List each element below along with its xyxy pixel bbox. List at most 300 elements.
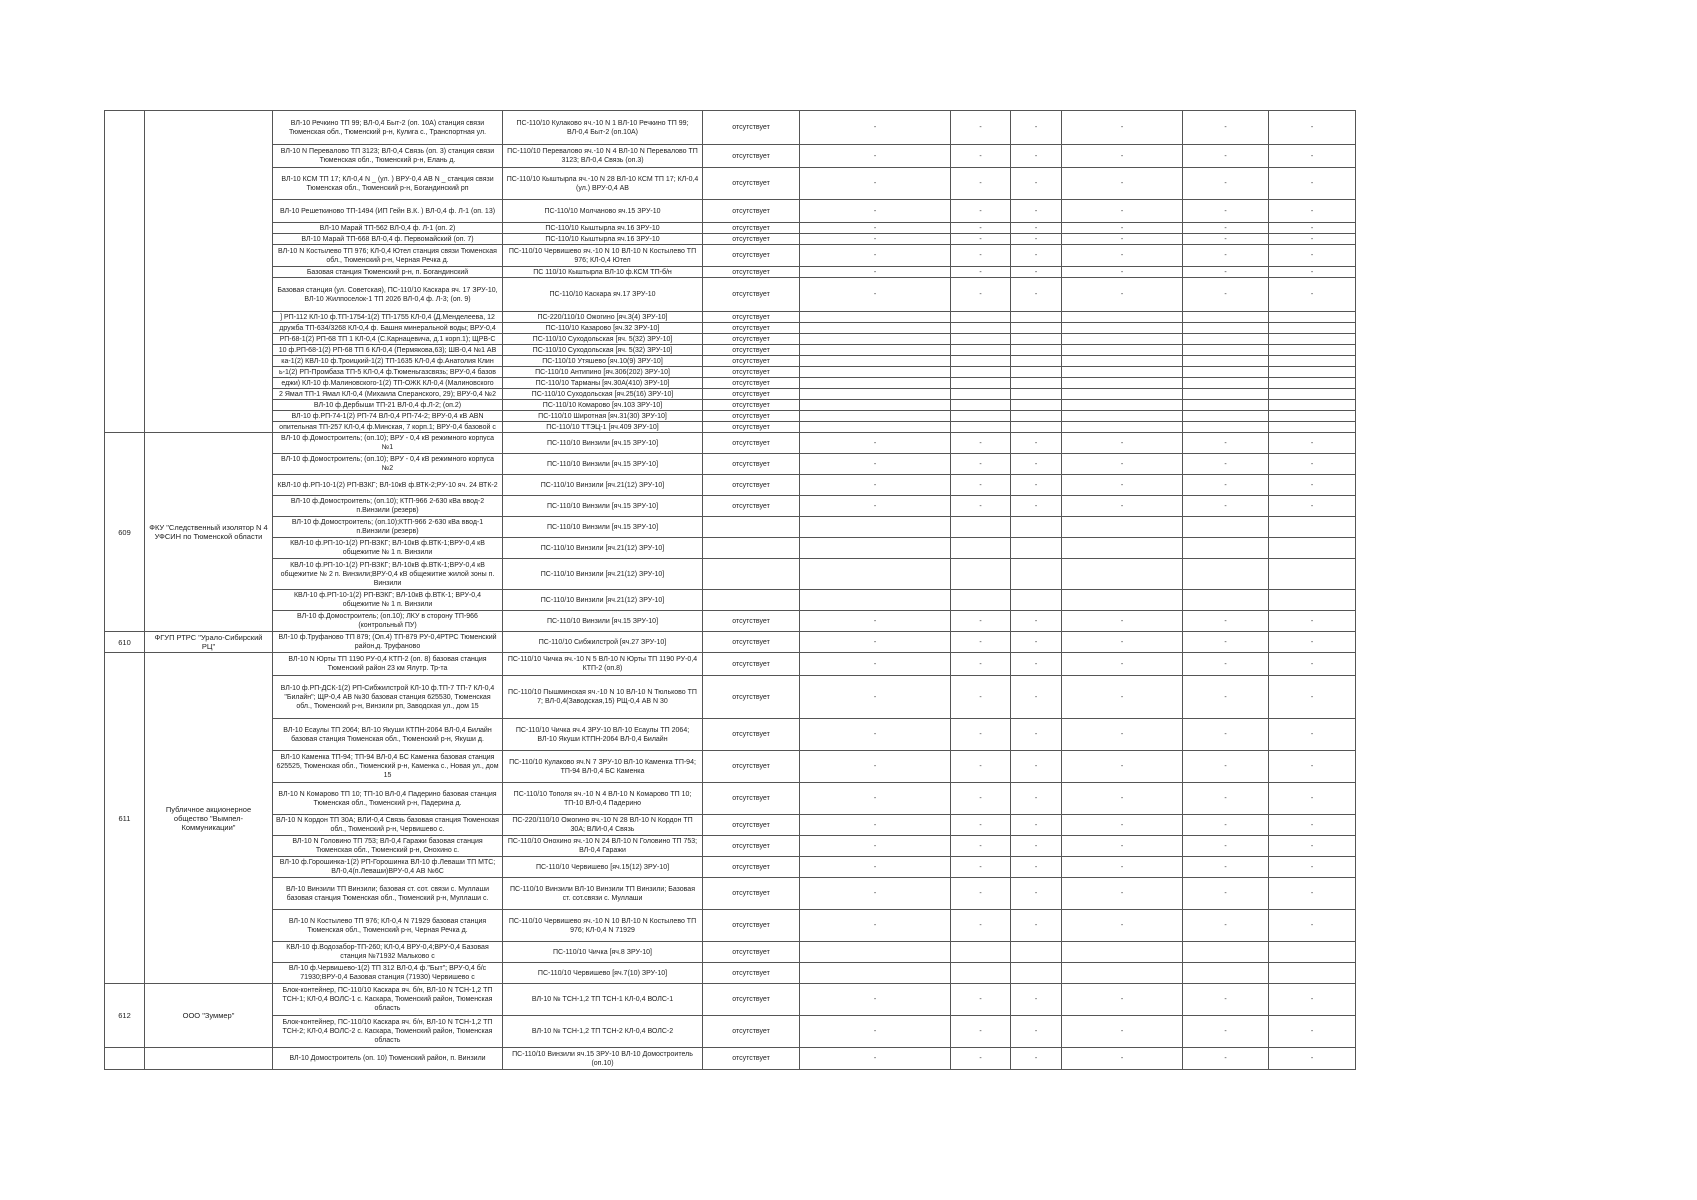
status-cell: отсутствует	[703, 751, 800, 783]
source-substation-cell: ПС-110/10 Широтная [яч.31(30) ЗРУ-10]	[503, 411, 703, 422]
table-row	[105, 223, 1356, 234]
table-row	[105, 400, 1356, 411]
supply-line-cell: ь-1(2) РП-Промбаза ТП-5 КЛ-0,4 ф.Тюменьгазсвязь; ВРУ-0,4 базов	[273, 367, 503, 378]
value-cell: -	[951, 783, 1011, 815]
status-cell: отсутствует	[703, 234, 800, 245]
status-cell: отсутствует	[703, 783, 800, 815]
supply-line-cell: ВЛ-10 Речкино ТП 99; ВЛ-0,4 Быт-2 (оп. 10А) станция связи Тюменская обл., Тюменский р-н, Кулига с., Транспортная ул.	[273, 111, 503, 145]
value-cell: -	[800, 278, 951, 312]
status-cell: отсутствует	[703, 245, 800, 267]
value-cell	[1011, 367, 1062, 378]
value-cell	[951, 367, 1011, 378]
table-row	[105, 145, 1356, 168]
source-substation-cell: ПС-110/10 Суходольская [яч.25(16) ЗРУ-10]	[503, 389, 703, 400]
value-cell: -	[800, 475, 951, 496]
supply-line-cell: КВЛ-10 ф.РП-10-1(2) РП-ВЗКГ; ВЛ-10кВ ф.ВТК-1;ВРУ-0,4 кВ общежитие № 2 п. Винзили;ВРУ-0,4 кВ общежитие жилой зоны п. Винзили	[273, 559, 503, 590]
value-cell: -	[951, 611, 1011, 632]
value-cell: -	[1062, 145, 1183, 168]
organization-cell: ФКУ "Следственный изолятор N 4 УФСИН по Тюменской области	[145, 433, 273, 632]
organization-cell: ООО "Зуммер"	[145, 984, 273, 1048]
value-cell: -	[1062, 632, 1183, 653]
row-number-cell	[105, 1048, 145, 1070]
value-cell: -	[951, 878, 1011, 910]
value-cell	[951, 963, 1011, 984]
value-cell: -	[951, 496, 1011, 517]
value-cell: -	[951, 245, 1011, 267]
value-cell: -	[1183, 676, 1269, 719]
status-cell: отсутствует	[703, 719, 800, 751]
supply-line-cell: ВЛ-10 Винзили ТП Винзили; базовая ст. сот. связи с. Муллаши базовая станция Тюменская обл., Тюменский р-н, Муллаши с.	[273, 878, 503, 910]
value-cell: -	[1062, 878, 1183, 910]
value-cell: -	[951, 234, 1011, 245]
value-cell	[800, 400, 951, 411]
value-cell	[951, 590, 1011, 611]
value-cell: -	[951, 200, 1011, 223]
value-cell: -	[1183, 200, 1269, 223]
supply-line-cell: ВЛ-10 ф.Дербыши ТП-21 ВЛ-0,4 ф.Л-2; (оп.2)	[273, 400, 503, 411]
value-cell: -	[1183, 611, 1269, 632]
value-cell	[1183, 942, 1269, 963]
value-cell	[1011, 422, 1062, 433]
value-cell	[1062, 538, 1183, 559]
value-cell	[1011, 345, 1062, 356]
value-cell	[1269, 389, 1356, 400]
value-cell: -	[1011, 168, 1062, 200]
supply-line-cell: Базовая станция Тюменский р-н, п. Богандинский	[273, 267, 503, 278]
value-cell: -	[1062, 454, 1183, 475]
value-cell: -	[1269, 783, 1356, 815]
value-cell	[1062, 963, 1183, 984]
value-cell	[800, 963, 951, 984]
table-row	[105, 836, 1356, 857]
value-cell: -	[1011, 676, 1062, 719]
value-cell: -	[1269, 1016, 1356, 1048]
supply-line-cell: ВЛ-10 N Головино ТП 753; ВЛ-0,4 Гаражи базовая станция Тюменская обл., Тюменский р-н, Онохино с.	[273, 836, 503, 857]
value-cell	[1269, 334, 1356, 345]
value-cell	[951, 422, 1011, 433]
value-cell: -	[1062, 836, 1183, 857]
supply-line-cell: ВЛ-10 Марай ТП-562 ВЛ-0,4 ф. Л-1 (оп. 2)	[273, 223, 503, 234]
table-row	[105, 111, 1356, 145]
value-cell: -	[800, 815, 951, 836]
value-cell	[1183, 559, 1269, 590]
table-row	[105, 653, 1356, 676]
value-cell	[800, 356, 951, 367]
value-cell: -	[800, 433, 951, 454]
table-row	[105, 411, 1356, 422]
value-cell: -	[800, 611, 951, 632]
value-cell: -	[1011, 454, 1062, 475]
value-cell: -	[1183, 1048, 1269, 1070]
table-row	[105, 815, 1356, 836]
status-cell: отсутствует	[703, 857, 800, 878]
row-number-cell: 612	[105, 984, 145, 1048]
table-row	[105, 267, 1356, 278]
table-row	[105, 334, 1356, 345]
source-substation-cell: ПС-110/10 Казарово [яч.32 ЗРУ-10]	[503, 323, 703, 334]
value-cell: -	[1011, 145, 1062, 168]
value-cell	[800, 389, 951, 400]
supply-line-cell: ВЛ-10 КСМ ТП 17; КЛ-0,4 N _ (ул. ) ВРУ-0,4 АВ N _ станция связи Тюменская обл., Тюменский р-н, Богандинский рп	[273, 168, 503, 200]
value-cell	[1183, 422, 1269, 433]
value-cell: -	[800, 267, 951, 278]
value-cell: -	[1183, 653, 1269, 676]
status-cell: отсутствует	[703, 267, 800, 278]
value-cell	[1011, 389, 1062, 400]
value-cell	[1062, 367, 1183, 378]
value-cell	[951, 942, 1011, 963]
value-cell: -	[951, 223, 1011, 234]
table-row	[105, 910, 1356, 942]
value-cell: -	[1269, 433, 1356, 454]
supply-line-cell: КВЛ-10 ф.Водозабор-ТП-260; КЛ-0,4 ВРУ-0,4;ВРУ-0,4 Базовая станция №71932 Мальково с	[273, 942, 503, 963]
value-cell: -	[800, 632, 951, 653]
value-cell	[1269, 538, 1356, 559]
value-cell: -	[1062, 984, 1183, 1016]
status-cell	[703, 517, 800, 538]
value-cell: -	[1011, 278, 1062, 312]
value-cell	[1011, 517, 1062, 538]
source-substation-cell: ПС-220/110/10 Ожогино [яч.3(4) ЗРУ-10]	[503, 312, 703, 323]
value-cell: -	[1183, 751, 1269, 783]
value-cell	[1183, 378, 1269, 389]
value-cell: -	[951, 145, 1011, 168]
row-number-cell	[105, 111, 145, 433]
value-cell: -	[1269, 475, 1356, 496]
status-cell: отсутствует	[703, 323, 800, 334]
status-cell: отсутствует	[703, 611, 800, 632]
value-cell: -	[1269, 653, 1356, 676]
value-cell	[1062, 942, 1183, 963]
supply-line-cell: Блок-контейнер, ПС-110/10 Каскара яч. б/н, ВЛ-10 N ТСН-1,2 ТП ТСН-2; КЛ-0,4 ВОЛС-2 с. Каскара, Тюменский район, Тюменская область	[273, 1016, 503, 1048]
value-cell: -	[800, 857, 951, 878]
status-cell: отсутствует	[703, 910, 800, 942]
status-cell: отсутствует	[703, 378, 800, 389]
value-cell: -	[800, 719, 951, 751]
value-cell: -	[1183, 1016, 1269, 1048]
source-substation-cell: ВЛ-10 № ТСН-1,2 ТП ТСН-1 КЛ-0,4 ВОЛС-1	[503, 984, 703, 1016]
value-cell	[800, 345, 951, 356]
value-cell: -	[1183, 454, 1269, 475]
value-cell: -	[1269, 878, 1356, 910]
data-table	[104, 110, 1356, 1070]
source-substation-cell: ПС-110/10 Червишево яч.-10 N 10 ВЛ-10 N Костылево ТП 976; КЛ-0,4 Ютел	[503, 245, 703, 267]
value-cell	[1011, 590, 1062, 611]
supply-line-cell: ВЛ-10 N Юрты ТП 1190 РУ-0,4 КТП-2 (оп. 8) базовая станция Тюменский район 23 км Ялутр. Тр-та	[273, 653, 503, 676]
source-substation-cell: ПС-110/10 Утяшево [яч.10(9) ЗРУ-10]	[503, 356, 703, 367]
value-cell: -	[1269, 751, 1356, 783]
source-substation-cell: ПС-110/10 Онохино яч.-10 N 24 ВЛ-10 N Головино ТП 753; ВЛ-0,4 Гаражи	[503, 836, 703, 857]
supply-line-cell: ВЛ-10 Решеткиново ТП-1494 (ИП Гейн В.К. ) ВЛ-0,4 ф. Л-1 (оп. 13)	[273, 200, 503, 223]
value-cell: -	[1011, 984, 1062, 1016]
value-cell: -	[1183, 857, 1269, 878]
source-substation-cell: ПС-220/110/10 Ожогино яч.-10 N 28 ВЛ-10 N Кордон ТП 30А; ВЛИ-0,4 Связь	[503, 815, 703, 836]
value-cell: -	[800, 910, 951, 942]
value-cell: -	[1011, 815, 1062, 836]
value-cell: -	[1011, 836, 1062, 857]
value-cell	[1011, 963, 1062, 984]
table-row	[105, 878, 1356, 910]
supply-line-cell: ВЛ-10 Каменка ТП-94; ТП-94 ВЛ-0,4 БС Каменка базовая станция 625525, Тюменская обл., Тюменский р-н, Каменка с., Новая ул., дом 15	[273, 751, 503, 783]
value-cell	[1183, 400, 1269, 411]
source-substation-cell: ПС-110/10 Червишево яч.-10 N 10 ВЛ-10 N Костылево ТП 976; КЛ-0,4 N 71929	[503, 910, 703, 942]
value-cell: -	[1011, 783, 1062, 815]
value-cell	[1183, 334, 1269, 345]
value-cell: -	[951, 433, 1011, 454]
table-row	[105, 433, 1356, 454]
value-cell	[1269, 422, 1356, 433]
value-cell	[1062, 345, 1183, 356]
value-cell: -	[1269, 815, 1356, 836]
supply-line-cell: ВЛ-10 ф.Домостроитель; (оп.10); ЛКУ в сторону ТП-966 (контрольный ПУ)	[273, 611, 503, 632]
value-cell	[1062, 517, 1183, 538]
value-cell	[1011, 411, 1062, 422]
value-cell	[1062, 389, 1183, 400]
value-cell: -	[1183, 632, 1269, 653]
value-cell: -	[1269, 611, 1356, 632]
table-row	[105, 475, 1356, 496]
supply-line-cell: дружба ТП-634/3268 КЛ-0,4 ф. Башня минеральной воды; ВРУ-0,4	[273, 323, 503, 334]
table-row	[105, 984, 1356, 1016]
source-substation-cell: ПС-110/10 Винзили [яч.15 ЗРУ-10]	[503, 517, 703, 538]
value-cell: -	[1269, 200, 1356, 223]
value-cell	[1062, 356, 1183, 367]
value-cell: -	[1269, 984, 1356, 1016]
value-cell: -	[800, 1016, 951, 1048]
value-cell: -	[1062, 475, 1183, 496]
value-cell: -	[951, 751, 1011, 783]
value-cell: -	[1062, 1016, 1183, 1048]
table-row	[105, 367, 1356, 378]
status-cell: отсутствует	[703, 676, 800, 719]
source-substation-cell: ПС-110/10 Перевалово яч.-10 N 4 ВЛ-10 N Перевалово ТП 3123; ВЛ-0,4 Связь (оп.3)	[503, 145, 703, 168]
status-cell: отсутствует	[703, 312, 800, 323]
value-cell	[800, 334, 951, 345]
value-cell: -	[1011, 200, 1062, 223]
table-row	[105, 356, 1356, 367]
source-substation-cell: ПС-110/10 Каскара яч.17 ЗРУ-10	[503, 278, 703, 312]
value-cell: -	[1269, 278, 1356, 312]
value-cell: -	[1183, 168, 1269, 200]
source-substation-cell: ВЛ-10 № ТСН-1,2 ТП ТСН-2 КЛ-0,4 ВОЛС-2	[503, 1016, 703, 1048]
supply-line-cell: ВЛ-10 Домостроитель (оп. 10) Тюменский район, п. Винзили	[273, 1048, 503, 1070]
table-row	[105, 454, 1356, 475]
value-cell: -	[1062, 111, 1183, 145]
table-row	[105, 245, 1356, 267]
table-row	[105, 942, 1356, 963]
value-cell	[1269, 356, 1356, 367]
value-cell: -	[1269, 857, 1356, 878]
value-cell: -	[1269, 632, 1356, 653]
status-cell	[703, 559, 800, 590]
supply-line-cell: КВЛ-10 ф.РП-10-1(2) РП-ВЗКГ; ВЛ-10кВ ф.ВТК-1;ВРУ-0,4 кВ общежитие № 1 п. Винзили	[273, 538, 503, 559]
value-cell: -	[800, 145, 951, 168]
value-cell	[1183, 963, 1269, 984]
value-cell: -	[1062, 278, 1183, 312]
value-cell	[1011, 312, 1062, 323]
status-cell: отсутствует	[703, 400, 800, 411]
status-cell: отсутствует	[703, 145, 800, 168]
table-row	[105, 751, 1356, 783]
source-substation-cell: ПС-110/10 Кулаково яч.N 7 ЗРУ-10 ВЛ-10 Каменка ТП-94; ТП-94 ВЛ-0,4 БС Каменка	[503, 751, 703, 783]
value-cell	[1269, 963, 1356, 984]
value-cell: -	[1062, 168, 1183, 200]
table-row	[105, 378, 1356, 389]
status-cell: отсутствует	[703, 496, 800, 517]
value-cell: -	[1062, 245, 1183, 267]
source-substation-cell: ПС-110/10 Винзили [яч.15 ЗРУ-10]	[503, 611, 703, 632]
value-cell: -	[800, 245, 951, 267]
supply-line-cell: ] РП-112 КЛ-10 ф.ТП-1754-1(2) ТП-1755 КЛ-0,4 (Д.Менделеева, 12	[273, 312, 503, 323]
status-cell: отсутствует	[703, 345, 800, 356]
status-cell: отсутствует	[703, 411, 800, 422]
supply-line-cell: Базовая станция (ул. Советская), ПС-110/10 Каскара яч. 17 ЗРУ-10, ВЛ-10 Жилпоселок-1 ТП 2026 ВЛ-0,4 ф. Л-3; (оп. 9)	[273, 278, 503, 312]
supply-line-cell: КВЛ-10 ф.РП-10-1(2) РП-ВЗКГ; ВЛ-10кВ ф.ВТК-2;РУ-10 яч. 24 ВТК-2	[273, 475, 503, 496]
source-substation-cell: ПС-110/10 Чичка яч.-10 N 5 ВЛ-10 N Юрты ТП 1190 РУ-0,4 КТП-2 (оп.8)	[503, 653, 703, 676]
value-cell	[1011, 942, 1062, 963]
value-cell	[1269, 559, 1356, 590]
value-cell: -	[1011, 632, 1062, 653]
value-cell	[800, 942, 951, 963]
value-cell	[1269, 590, 1356, 611]
status-cell: отсутствует	[703, 367, 800, 378]
status-cell: отсутствует	[703, 433, 800, 454]
value-cell: -	[1183, 878, 1269, 910]
value-cell	[1269, 411, 1356, 422]
value-cell: -	[951, 111, 1011, 145]
value-cell	[951, 517, 1011, 538]
value-cell	[1062, 312, 1183, 323]
value-cell	[800, 367, 951, 378]
value-cell	[1011, 334, 1062, 345]
organization-cell	[145, 111, 273, 433]
value-cell: -	[1183, 719, 1269, 751]
source-substation-cell: ПС-110/10 Кыштырла яч.16 ЗРУ-10	[503, 223, 703, 234]
value-cell	[1183, 411, 1269, 422]
source-substation-cell: ПС-110/10 Чичка [яч.8 ЗРУ-10]	[503, 942, 703, 963]
value-cell: -	[1062, 433, 1183, 454]
value-cell	[800, 411, 951, 422]
value-cell: -	[1269, 836, 1356, 857]
value-cell	[951, 345, 1011, 356]
value-cell	[1062, 334, 1183, 345]
value-cell: -	[800, 653, 951, 676]
value-cell: -	[1011, 475, 1062, 496]
value-cell: -	[1062, 857, 1183, 878]
value-cell	[800, 422, 951, 433]
source-substation-cell: ПС-110/10 Антипино [яч.306(202) ЗРУ-10]	[503, 367, 703, 378]
value-cell: -	[800, 168, 951, 200]
table-row	[105, 168, 1356, 200]
table-body	[105, 111, 1356, 1070]
value-cell: -	[951, 836, 1011, 857]
supply-line-cell: 10 ф.РП-68-1(2) РП-68 ТП 6 КЛ-0,4 (Пермякова,63); ШВ-0,4 №1 АВ	[273, 345, 503, 356]
value-cell	[951, 356, 1011, 367]
value-cell: -	[1011, 1048, 1062, 1070]
value-cell: -	[1062, 234, 1183, 245]
value-cell: -	[1011, 878, 1062, 910]
table-row	[105, 1016, 1356, 1048]
value-cell: -	[800, 1048, 951, 1070]
value-cell	[951, 323, 1011, 334]
value-cell: -	[1183, 433, 1269, 454]
value-cell: -	[1183, 223, 1269, 234]
source-substation-cell: ПС-110/10 Винзили яч.15 ЗРУ-10 ВЛ-10 Домостроитель (оп.10)	[503, 1048, 703, 1070]
source-substation-cell: ПС-110/10 Винзили [яч.15 ЗРУ-10]	[503, 496, 703, 517]
value-cell: -	[1183, 984, 1269, 1016]
value-cell: -	[1011, 611, 1062, 632]
value-cell	[951, 389, 1011, 400]
value-cell	[1269, 400, 1356, 411]
source-substation-cell: ПС 110/10 Кыштырла ВЛ-10 ф.КСМ ТП-б/н	[503, 267, 703, 278]
value-cell	[1183, 345, 1269, 356]
source-substation-cell: ПС-110/10 Винзили ВЛ-10 Винзили ТП Винзили; Базовая ст. сот.связи с. Муллаши	[503, 878, 703, 910]
value-cell: -	[1062, 783, 1183, 815]
table-row	[105, 278, 1356, 312]
value-cell: -	[1011, 111, 1062, 145]
value-cell: -	[1269, 234, 1356, 245]
source-substation-cell: ПС-110/10 Суходольская [яч. 5(32) ЗРУ-10]	[503, 345, 703, 356]
table-row	[105, 345, 1356, 356]
table-row	[105, 496, 1356, 517]
value-cell: -	[1269, 496, 1356, 517]
value-cell: -	[1011, 234, 1062, 245]
supply-line-cell: ВЛ-10 ф.Домостроитель; (оп.10); КТП-966 2-630 кВа ввод-2 п.Винзили (резерв)	[273, 496, 503, 517]
value-cell: -	[1062, 719, 1183, 751]
value-cell: -	[1183, 245, 1269, 267]
status-cell: отсутствует	[703, 836, 800, 857]
value-cell: -	[1062, 611, 1183, 632]
source-substation-cell: ПС-110/10 Винзили [яч.21(12) ЗРУ-10]	[503, 538, 703, 559]
value-cell: -	[1269, 719, 1356, 751]
value-cell: -	[1269, 223, 1356, 234]
source-substation-cell: ПС-110/10 Тополя яч.-10 N 4 ВЛ-10 N Комарово ТП 10; ТП-10 ВЛ-0,4 Падерино	[503, 783, 703, 815]
source-substation-cell: ПС-110/10 Винзили [яч.15 ЗРУ-10]	[503, 454, 703, 475]
value-cell	[800, 538, 951, 559]
value-cell	[1269, 367, 1356, 378]
value-cell	[1062, 422, 1183, 433]
status-cell: отсутствует	[703, 1016, 800, 1048]
value-cell	[800, 590, 951, 611]
source-substation-cell: ПС-110/10 Кыштырла яч.-10 N 28 ВЛ-10 КСМ ТП 17; КЛ-0,4 (ул.) ВРУ-0,4 АВ	[503, 168, 703, 200]
source-substation-cell: ПС-110/10 Суходольская [яч. 5(32) ЗРУ-10]	[503, 334, 703, 345]
status-cell: отсутствует	[703, 963, 800, 984]
value-cell: -	[800, 751, 951, 783]
value-cell	[951, 411, 1011, 422]
value-cell: -	[1269, 267, 1356, 278]
value-cell: -	[1269, 245, 1356, 267]
table-row	[105, 312, 1356, 323]
value-cell: -	[1011, 751, 1062, 783]
value-cell: -	[1011, 245, 1062, 267]
supply-line-cell: ВЛ-10 ф.Домостроитель; (оп.10);КТП-966 2-630 кВа ввод-1 п.Винзили (резерв)	[273, 517, 503, 538]
status-cell: отсутствует	[703, 1048, 800, 1070]
table-row	[105, 719, 1356, 751]
value-cell	[1011, 378, 1062, 389]
value-cell: -	[1011, 653, 1062, 676]
status-cell: отсутствует	[703, 389, 800, 400]
value-cell	[1011, 356, 1062, 367]
value-cell: -	[951, 632, 1011, 653]
value-cell: -	[1183, 145, 1269, 168]
value-cell: -	[1062, 751, 1183, 783]
value-cell	[1183, 367, 1269, 378]
value-cell	[951, 334, 1011, 345]
table-row	[105, 234, 1356, 245]
value-cell: -	[951, 475, 1011, 496]
status-cell: отсутствует	[703, 815, 800, 836]
value-cell: -	[951, 857, 1011, 878]
